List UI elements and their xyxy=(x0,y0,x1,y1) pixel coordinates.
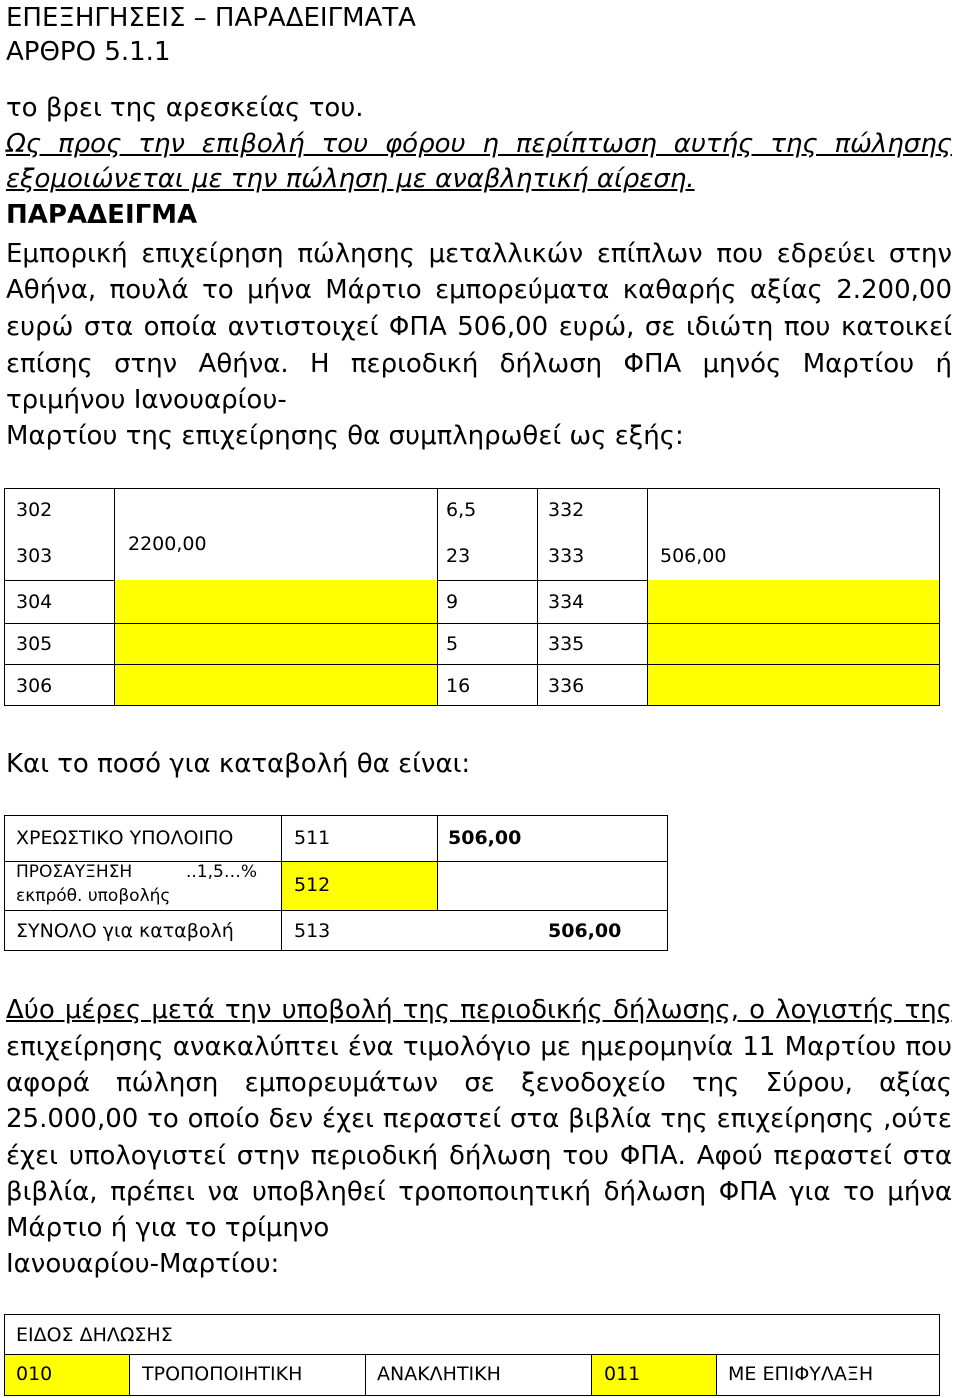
para2-line-4: 25.000,00 το οποίο δεν έχει περαστεί στα βιβλία της επιχείρησης ,ούτε xyxy=(6,1104,952,1134)
header-title: ΕΠΕΞΗΓΗΣΕΙΣ – ΠΑΡΑΔΕΙΓΜΑΤΑ xyxy=(6,3,416,33)
code-303: 303 xyxy=(16,545,53,567)
net-amount: 2200,00 xyxy=(128,533,207,555)
debit-balance-label: ΧΡΕΩΣΤΙΚΟ ΥΠΟΛΟΙΠΟ xyxy=(16,827,234,849)
vat-code-333: 333 xyxy=(548,545,585,567)
para2-line-3: αφορά πώληση εμπορευμάτων σε ξενοδοχείο της Σύρου, αξίας xyxy=(6,1068,952,1098)
code-304: 304 xyxy=(16,591,53,613)
debit-balance-code: 511 xyxy=(294,827,331,849)
para2-line-8: Ιανουαρίου-Μαρτίου: xyxy=(6,1249,280,1279)
intro-line-3: εξομοιώνεται με την πώληση με αναβλητική αίρεση. xyxy=(6,164,695,194)
code-306: 306 xyxy=(16,675,53,697)
para2-line-2: επιχείρησης ανακαλύπτει ένα τιμολόγιο με ημερομηνία 11 Μαρτίου που xyxy=(6,1032,952,1062)
highlight-vat-cells xyxy=(648,580,939,705)
total-payment-value: 506,00 xyxy=(548,920,622,942)
highlight-amount-cells xyxy=(115,580,437,705)
code-305: 305 xyxy=(16,633,53,655)
example-line-2: Αθήνα, πουλά το μήνα Μάρτιο εμπορεύματα καθαρής αξίας 2.200,00 xyxy=(6,275,952,305)
para2-line-7: Μάρτιο ή για το τρίμηνο xyxy=(6,1213,330,1243)
code-011: 011 xyxy=(604,1363,641,1385)
para2-line-1: Δύο μέρες μετά την υποβολή της περιοδικής δήλωσης, ο λογιστής της xyxy=(6,995,952,1025)
amending-declaration: ΤΡΟΠΟΠΟΙΗΤΙΚΗ xyxy=(142,1363,303,1385)
rate-16: 16 xyxy=(446,675,471,697)
header-article: ΑΡΘΡΟ 5.1.1 xyxy=(6,37,171,67)
total-payment-label: ΣΥΝΟΛΟ για καταβολή xyxy=(16,920,234,942)
intro-line-1: το βρει της αρεσκείας του. xyxy=(6,93,364,123)
total-payment-code: 513 xyxy=(294,920,331,942)
payment-text: Και το ποσό για καταβολή θα είναι: xyxy=(6,749,471,779)
vat-code-332: 332 xyxy=(548,499,585,521)
example-line-4: επίσης στην Αθήνα. Η περιοδική δήλωση ΦΠΑ μηνός Μαρτίου ή xyxy=(6,349,952,379)
rate-5: 5 xyxy=(446,633,459,655)
vat-code-334: 334 xyxy=(548,591,585,613)
para2-line-5: έχει υπολογιστεί στην περιοδική δήλωση του ΦΠΑ. Αφού περαστεί στα xyxy=(6,1141,952,1171)
rate-23: 23 xyxy=(446,545,471,567)
with-reservation: ΜΕ ΕΠΙΦΥΛΑΞΗ xyxy=(728,1363,874,1385)
code-302: 302 xyxy=(16,499,53,521)
code-010: 010 xyxy=(16,1363,53,1385)
vat-amount: 506,00 xyxy=(660,545,727,567)
surcharge-label-late: εκπρόθ. υποβολής xyxy=(16,886,171,906)
vat-code-336: 336 xyxy=(548,675,585,697)
surcharge-percent: ..1,5…% xyxy=(186,862,257,882)
example-line-6: Μαρτίου της επιχείρησης θα συμπληρωθεί ως εξής: xyxy=(6,421,684,451)
example-line-3: ευρώ στα οποία αντιστοιχεί ΦΠΑ 506,00 ευρώ, σε ιδιώτη που κατοικεί xyxy=(6,312,952,342)
para2-line-6: βιβλία, πρέπει να υποβληθεί τροποποιητική δήλωση ΦΠΑ για το μήνα xyxy=(6,1177,952,1207)
rate-6-5: 6,5 xyxy=(446,499,477,521)
surcharge-code: 512 xyxy=(294,874,331,896)
debit-balance-value: 506,00 xyxy=(448,827,522,849)
surcharge-label: ΠΡΟΣΑΥΞΗΣΗ xyxy=(16,862,133,882)
vat-code-335: 335 xyxy=(548,633,585,655)
revoking-declaration: ΑΝΑΚΛΗΤΙΚΗ xyxy=(377,1363,501,1385)
example-title: ΠΑΡΑΔΕΙΓΜΑ xyxy=(6,200,198,230)
declaration-type-title: ΕΙΔΟΣ ΔΗΛΩΣΗΣ xyxy=(16,1324,173,1346)
example-line-5: τριμήνου Ιανουαρίου- xyxy=(6,385,287,415)
rate-9: 9 xyxy=(446,591,459,613)
example-line-1: Εμπορική επιχείρηση πώλησης μεταλλικών επίπλων που εδρεύει στην xyxy=(6,239,952,269)
intro-line-2: Ως προς την επιβολή του φόρου η περίπτωση αυτής της πώλησης xyxy=(6,129,952,159)
